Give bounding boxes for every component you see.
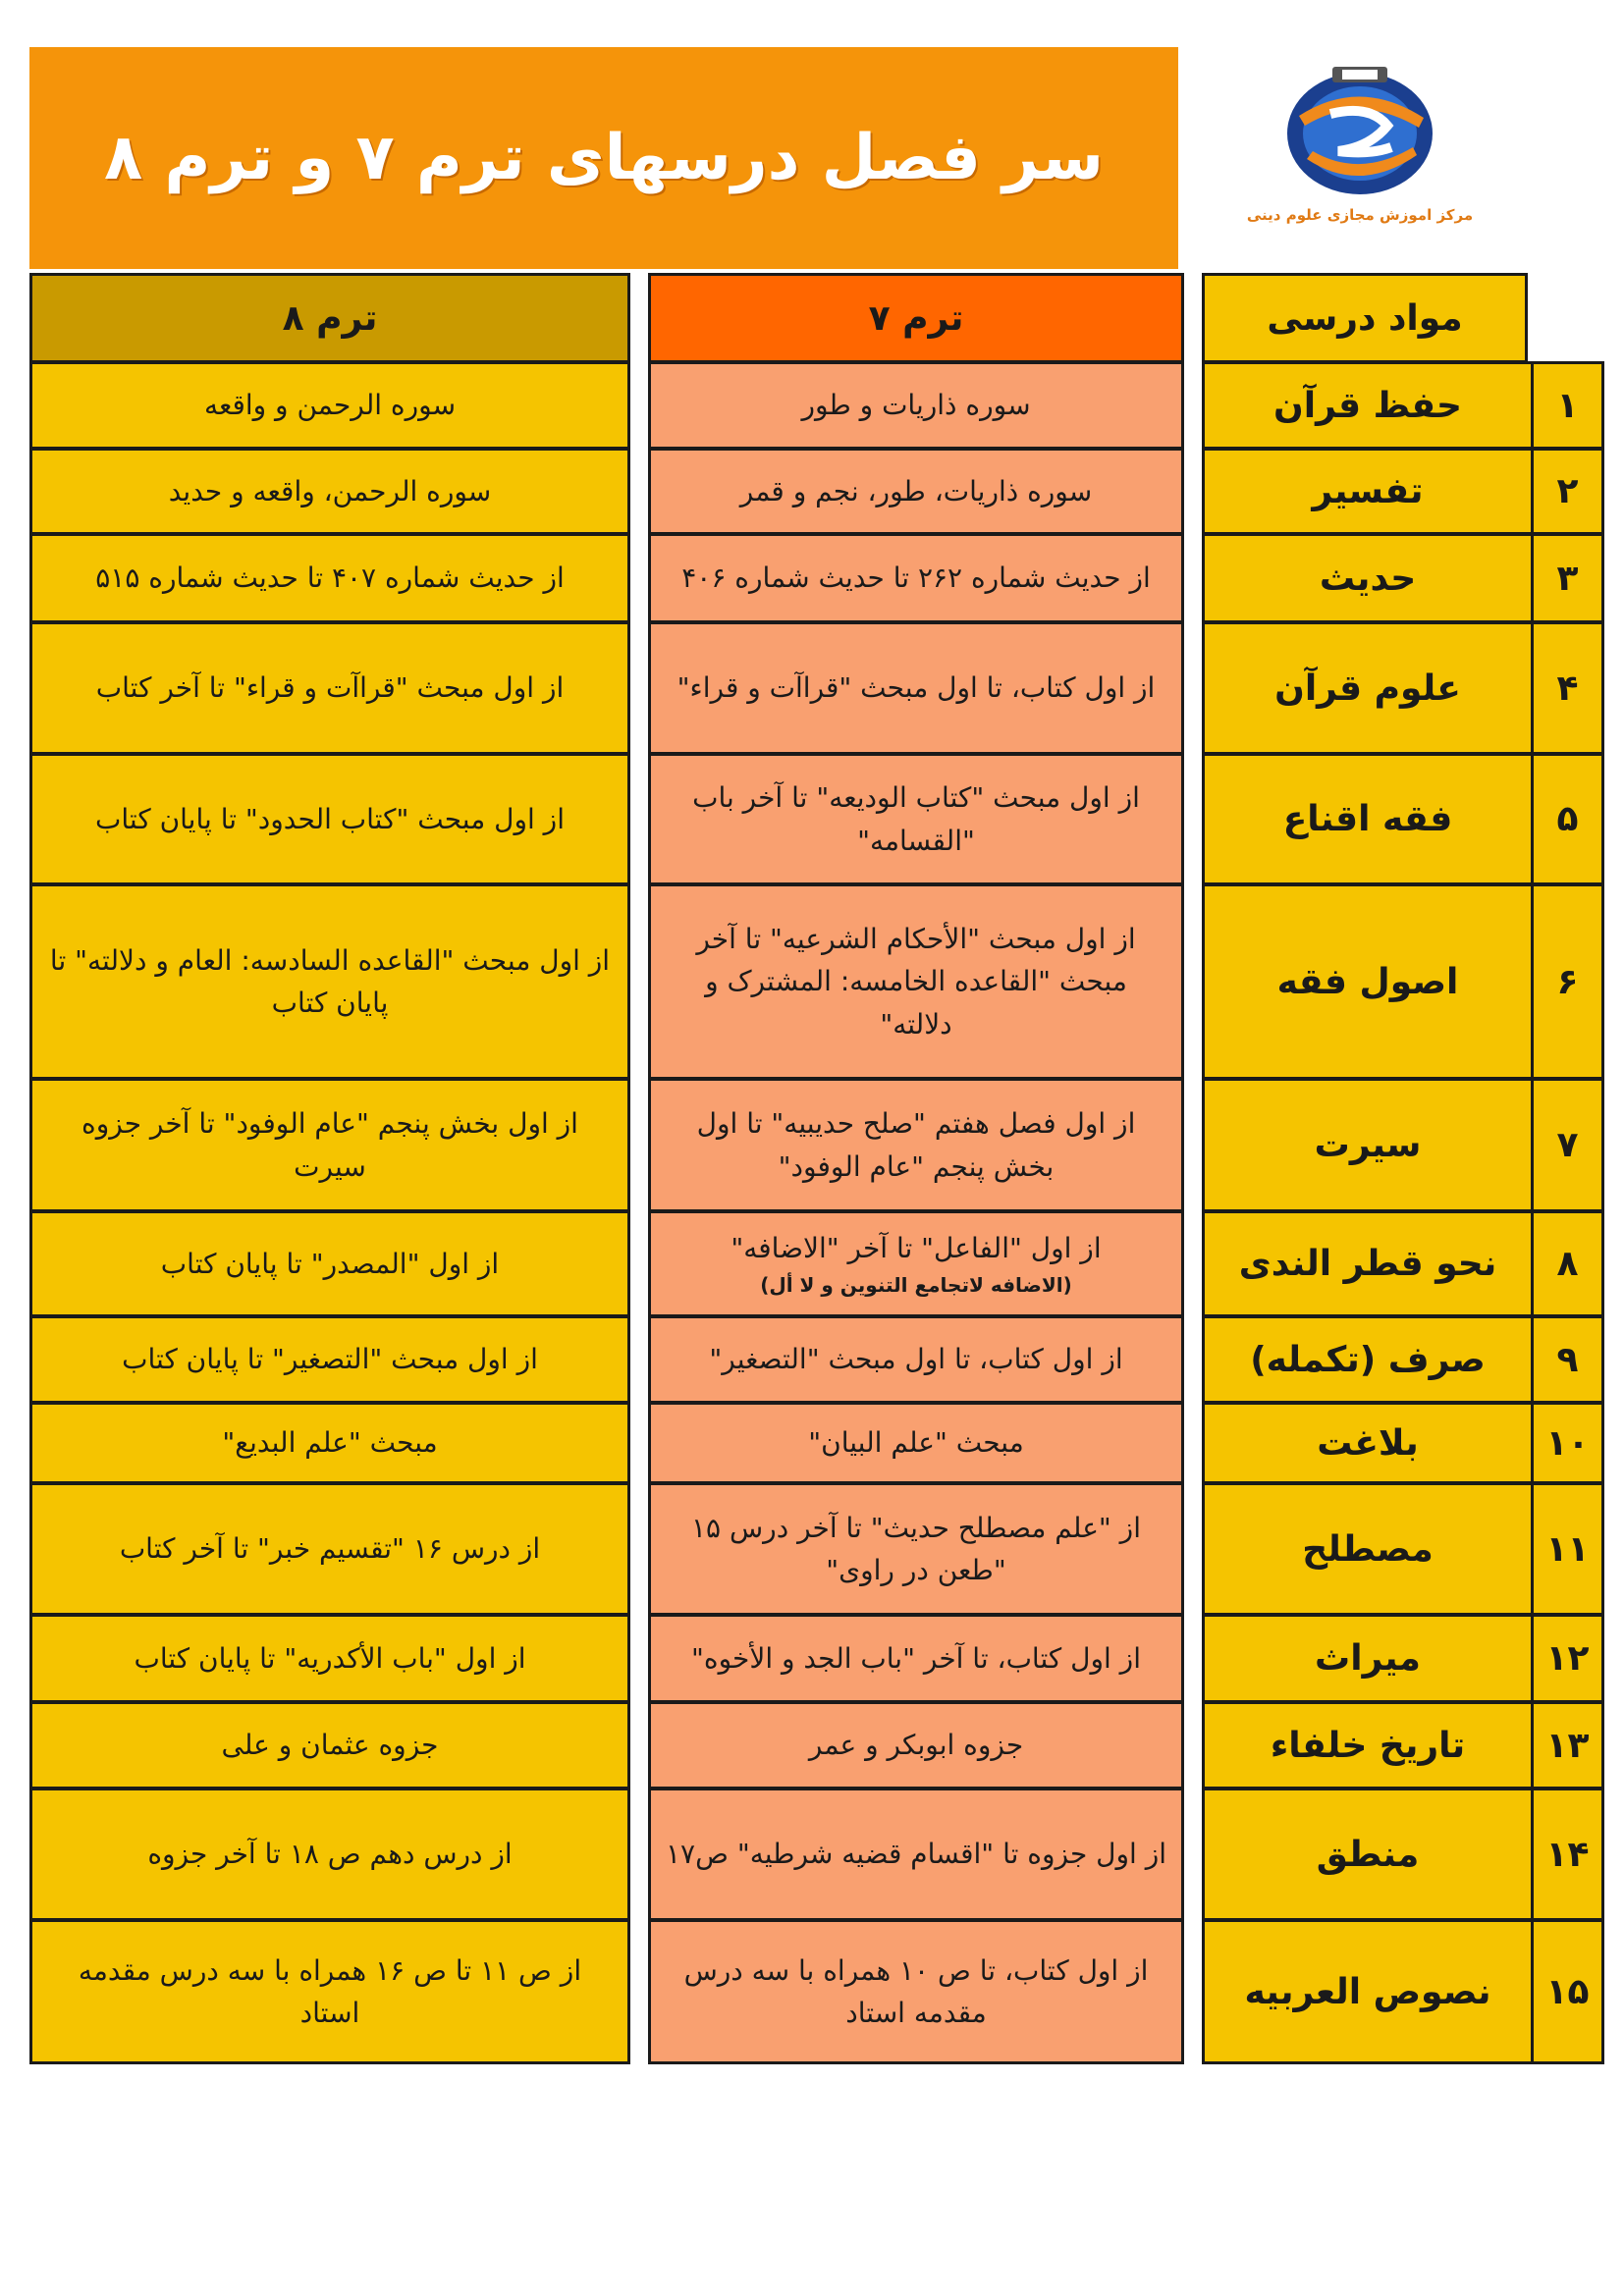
term7-cell: از "علم مصطلح حدیث" تا آخر درس ۱۵ "طعن در راوی" xyxy=(648,1482,1184,1616)
subject-cell: فقه اقناع xyxy=(1202,753,1534,885)
page-title: سر فصل درسهای ترم ۷ و ترم ۸ xyxy=(104,122,1104,194)
row-number-cell: ۱۴ xyxy=(1531,1788,1604,1921)
term7-cell: از اول کتاب، تا اول مبحث "التصغیر" xyxy=(648,1315,1184,1404)
row-number-cell: ۲ xyxy=(1531,448,1604,535)
term8-cell: از درس ۱۶ "تقسیم خبر" تا آخر کتاب xyxy=(29,1482,630,1616)
subject-cell: منطق xyxy=(1202,1788,1534,1921)
term7-cell: از اول کتاب، تا اول مبحث "قراآت و قراء" xyxy=(648,621,1184,755)
globe-logo-icon xyxy=(1222,57,1497,204)
term7-cell: جزوه ابوبکر و عمر xyxy=(648,1701,1184,1789)
row-number-cell: ۱۳ xyxy=(1531,1701,1604,1789)
column-header-term7: ترم ۷ xyxy=(648,273,1184,363)
row-number-cell: ۵ xyxy=(1531,753,1604,885)
term8-cell: از حدیث شماره ۴۰۷ تا حدیث شماره ۵۱۵ xyxy=(29,533,630,623)
row-number-cell: ۷ xyxy=(1531,1078,1604,1212)
term7-cell: از اول مبحث "کتاب الودیعه" تا آخر باب "القسامه" xyxy=(648,753,1184,885)
term7-cell: از اول کتاب، تا آخر "باب الجد و الأخوه" xyxy=(648,1614,1184,1703)
logo xyxy=(1222,57,1497,253)
row-number-cell: ۴ xyxy=(1531,621,1604,755)
subject-cell: علوم قرآن xyxy=(1202,621,1534,755)
term8-cell: از اول مبحث "التصغیر" تا پایان کتاب xyxy=(29,1315,630,1404)
column-header-subject: مواد درسی xyxy=(1202,273,1528,363)
term8-cell: از اول مبحث "قراآت و قراء" تا آخر کتاب xyxy=(29,621,630,755)
term7-cell: از حدیث شماره ۲۶۲ تا حدیث شماره ۴۰۶ xyxy=(648,533,1184,623)
term7-cell: سوره ذاریات، طور، نجم و قمر xyxy=(648,448,1184,535)
term7-cell: مبحث "علم البیان" xyxy=(648,1402,1184,1484)
row-number-cell: ۱۵ xyxy=(1531,1919,1604,2064)
row-number-cell: ۱۱ xyxy=(1531,1482,1604,1616)
row-number-cell: ۸ xyxy=(1531,1210,1604,1317)
term7-cell-text: از اول "الفاعل" تا آخر "الاضافه" xyxy=(731,1232,1102,1265)
column-header-term8: ترم ۸ xyxy=(29,273,630,363)
subject-cell: اصول فقه xyxy=(1202,883,1534,1080)
header-banner xyxy=(29,47,1178,269)
row-number-cell: ۶ xyxy=(1531,883,1604,1080)
subject-cell: تاریخ خلفاء xyxy=(1202,1701,1534,1789)
row-number-cell: ۹ xyxy=(1531,1315,1604,1404)
term7-cell xyxy=(648,1210,1184,1317)
row-number-cell: ۱۰ xyxy=(1531,1402,1604,1484)
term7-cell: از اول مبحث "الأحکام الشرعیه" تا آخر مبحث "القاعده الخامسه: المشترک و دلالته" xyxy=(648,883,1184,1080)
term8-cell: از اول "المصدر" تا پایان کتاب xyxy=(29,1210,630,1317)
term8-cell: از اول مبحث "القاعده السادسه: العام و دلالته" تا پایان کتاب xyxy=(29,883,630,1080)
subject-cell: بلاغت xyxy=(1202,1402,1534,1484)
subject-cell: سیرت xyxy=(1202,1078,1534,1212)
term8-cell: سوره الرحمن و واقعه xyxy=(29,361,630,450)
row-number-cell: ۳ xyxy=(1531,533,1604,623)
term7-cell: از اول کتاب، تا ص ۱۰ همراه با سه درس مقدمه استاد xyxy=(648,1919,1184,2064)
logo-caption: مرکز اموزش مجازی علوم دینی xyxy=(1246,206,1474,224)
term8-cell: از اول مبحث "کتاب الحدود" تا پایان کتاب xyxy=(29,753,630,885)
term7-cell: از اول فصل هفتم "صلح حدیبیه" تا اول بخش پنجم "عام الوفود" xyxy=(648,1078,1184,1212)
term8-cell: مبحث "علم البدیع" xyxy=(29,1402,630,1484)
subject-cell: مصطلح xyxy=(1202,1482,1534,1616)
subject-cell: حدیث xyxy=(1202,533,1534,623)
subject-cell: حفظ قرآن xyxy=(1202,361,1534,450)
term7-cell: سوره ذاریات و طور xyxy=(648,361,1184,450)
term8-cell: از اول "باب الأکدریه" تا پایان کتاب xyxy=(29,1614,630,1703)
row-number-cell: ۱۲ xyxy=(1531,1614,1604,1703)
subject-cell: تفسیر xyxy=(1202,448,1534,535)
row-number-cell: ۱ xyxy=(1531,361,1604,450)
term7-cell-note: (الاضافه لاتجامع التنوین و لا أل) xyxy=(760,1272,1072,1297)
subject-cell: میراث xyxy=(1202,1614,1534,1703)
term8-cell: سوره الرحمن، واقعه و حدید xyxy=(29,448,630,535)
term8-cell: از درس دهم ص ۱۸ تا آخر جزوه xyxy=(29,1788,630,1921)
term7-cell: از اول جزوه تا "اقسام قضیه شرطیه" ص۱۷ xyxy=(648,1788,1184,1921)
term8-cell: جزوه عثمان و علی xyxy=(29,1701,630,1789)
subject-cell: نصوص العربیه xyxy=(1202,1919,1534,2064)
subject-cell: صرف (تکمله) xyxy=(1202,1315,1534,1404)
subject-cell: نحو قطر الندی xyxy=(1202,1210,1534,1317)
term8-cell: از ص ۱۱ تا ص ۱۶ همراه با سه درس مقدمه استاد xyxy=(29,1919,630,2064)
term8-cell: از اول بخش پنجم "عام الوفود" تا آخر جزوه سیرت xyxy=(29,1078,630,1212)
